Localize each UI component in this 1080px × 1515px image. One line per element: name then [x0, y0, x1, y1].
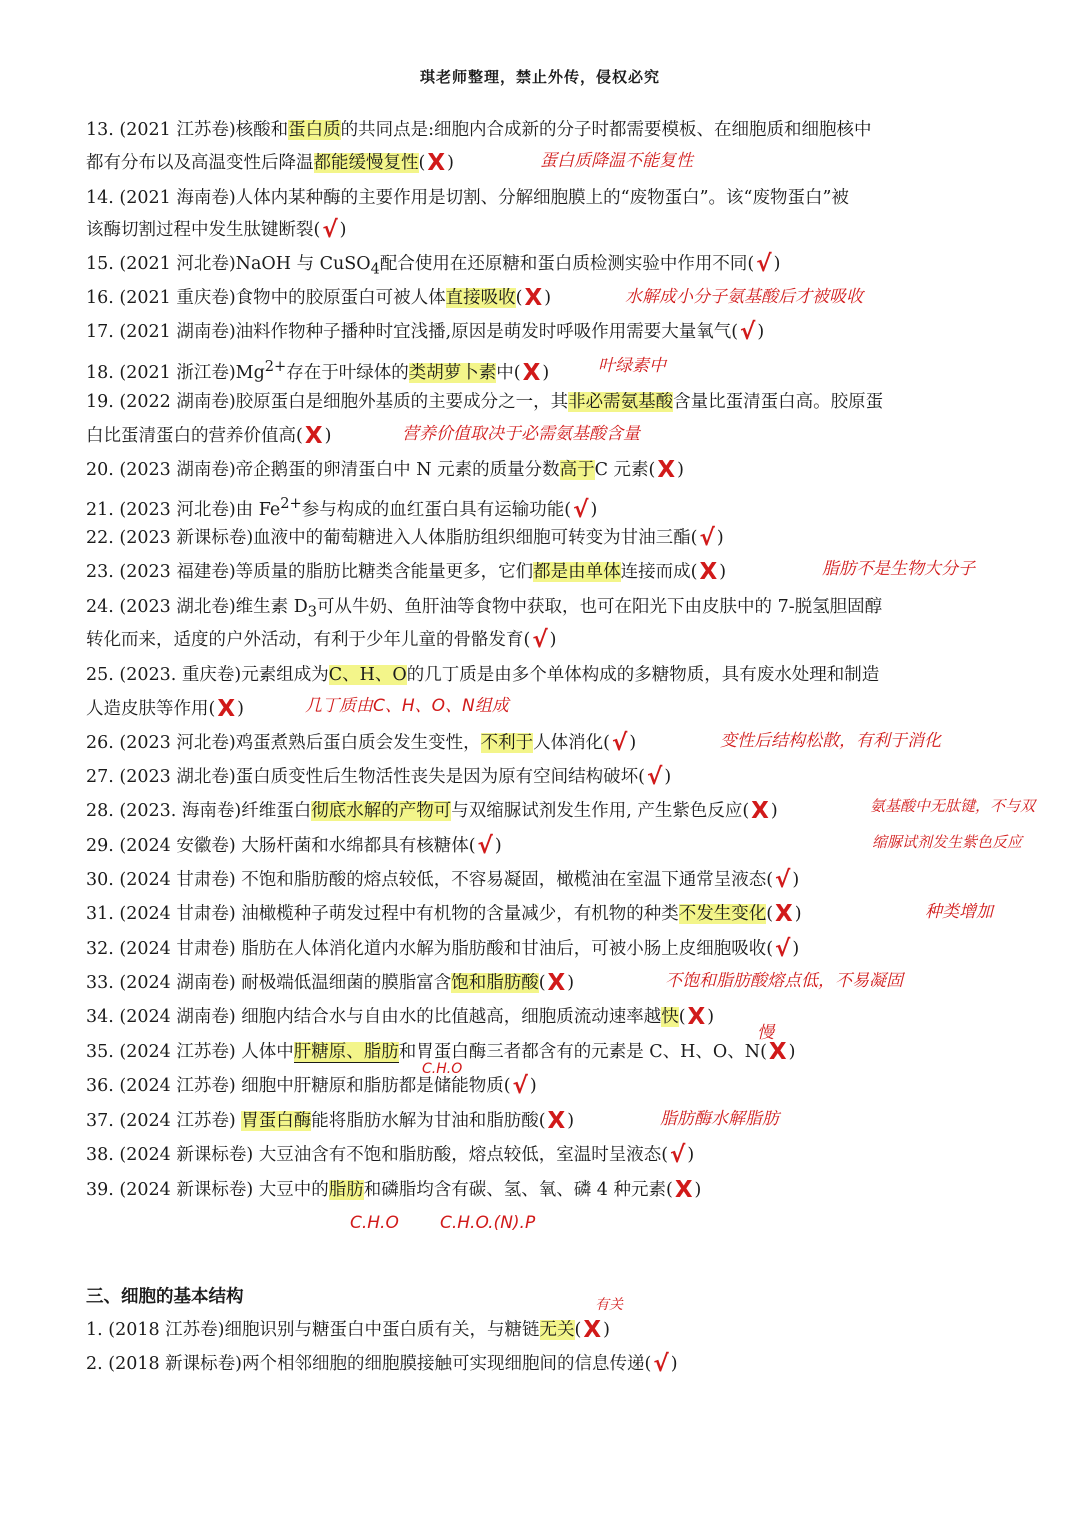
text-line-13a: [86, 118, 872, 142]
text-line-28: [86, 799, 778, 823]
text-segment: 人体消化(: [533, 733, 610, 753]
highlighted-text: 高于: [559, 460, 595, 480]
text-segment: ): [603, 1320, 610, 1340]
text-line-19b: [86, 424, 331, 448]
text-segment: ): [567, 1111, 575, 1131]
text-segment: 该酶切割过程中发生肽键断裂(: [86, 220, 321, 240]
text-line-38: [86, 1143, 694, 1167]
text-segment: ): [707, 1007, 715, 1027]
highlighted-text: 彻底水解的产物可: [311, 801, 452, 821]
text-segment: ): [788, 1042, 796, 1062]
text-segment: ): [716, 528, 724, 548]
text-segment: 16. (2021 重庆卷)食物中的胶原蛋白可被人体: [86, 288, 446, 308]
text-segment: 20. (2023 湖南卷)帝企鹅蛋的卵清蛋白中 N 元素的质量分数: [86, 460, 560, 480]
text-segment: 1. (2018 江苏卷)细胞识别与糖蛋白中蛋白质有关，与糖链: [86, 1320, 540, 1340]
text-line-25b: [86, 697, 244, 721]
wrong-mark: X: [524, 285, 543, 311]
text-line-27: [86, 765, 671, 789]
section-title: 三、细胞的基本结构: [86, 1287, 244, 1307]
text-segment: 18. (2021 浙江卷)Mg: [86, 362, 265, 383]
text-line-36: [86, 1074, 537, 1098]
wrong-mark: X: [657, 457, 676, 483]
text-segment: 38. (2024 新课标卷) 大豆油含有不饱和脂肪酸，熔点较低，室温时呈液态(: [86, 1145, 669, 1165]
text-line-19a: [86, 390, 883, 414]
highlighted-text: 不发生变化: [678, 904, 767, 924]
text-line-26: [86, 731, 636, 755]
wrong-mark: X: [547, 970, 566, 996]
text-line-15: [86, 252, 780, 282]
highlighted-text: C、H、O: [328, 665, 407, 685]
handwritten-note: 有关: [595, 1297, 623, 1313]
text-segment: 存在于叶绿体的: [286, 362, 409, 383]
text-segment: 4: [370, 260, 380, 278]
text-line-39: [86, 1178, 701, 1202]
text-line-20: [86, 458, 684, 482]
handwritten-note: 脂肪不是生物大分子: [822, 559, 975, 579]
text-segment: 可从牛奶、鱼肝油等食物中获取，也可在阳光下由皮肤中的 7-脱氢胆固醇: [317, 597, 883, 617]
text-segment: 中(: [496, 362, 521, 383]
text-segment: 2. (2018 新课标卷)两个相邻细胞的细胞膜接触可实现细胞间的信息传递(: [86, 1354, 652, 1374]
text-segment: 15. (2021 河北卷)NaOH 与 CuSO: [86, 254, 371, 274]
text-segment: 23. (2023 福建卷)等质量的脂肪比糖类含能量更多，它们: [86, 562, 534, 582]
text-segment: ): [794, 904, 802, 924]
text-segment: 和磷脂均含有碳、氢、氧、磷 4 种元素(: [363, 1180, 673, 1200]
text-segment: 都有分布以及高温变性后降温: [86, 153, 314, 173]
text-line-s3-2: [86, 1352, 678, 1376]
text-segment: 含量比蛋清蛋白高。胶原蛋: [673, 392, 884, 412]
text-segment: ): [549, 630, 557, 650]
text-segment: (: [574, 1320, 582, 1340]
text-segment: 的几丁质是由多个单体构成的多糖物质，具有废水处理和制造: [406, 665, 880, 685]
handwritten-note: 几丁质由C、H、O、N组成: [305, 696, 509, 716]
text-segment: 13. (2021 江苏卷)核酸和: [86, 120, 289, 140]
text-segment: ): [792, 939, 800, 959]
handwritten-note: C.H.O: [422, 1061, 463, 1077]
text-segment: 与双缩脲试剂发生作用, 产生紫色反应(: [451, 801, 750, 821]
page-header: 琪老师整理，禁止外传，侵权必究: [419, 68, 660, 86]
text-segment: 33. (2024 湖南卷) 耐极端低温细菌的膜脂富含: [86, 973, 452, 993]
wrong-mark: X: [687, 1004, 706, 1030]
text-segment: ): [237, 699, 244, 719]
text-segment: 31. (2024 甘肃卷) 油橄榄种子萌发过程中有机物的含量减少，有机物的种类: [86, 904, 679, 924]
text-line-14b: [86, 218, 347, 242]
text-segment: 配合使用在还原糖和蛋白质检测实验中作用不同(: [379, 254, 755, 274]
text-line-25a: [86, 663, 879, 687]
wrong-mark: X: [427, 150, 446, 176]
highlighted-text: 都是由单体: [533, 562, 621, 582]
highlighted-text: 不利于: [480, 733, 534, 753]
text-line-24a: [86, 595, 882, 625]
text-line-31: [86, 902, 802, 926]
text-line-21: [86, 492, 597, 522]
wrong-mark: X: [751, 798, 769, 824]
correct-mark: √: [775, 936, 791, 962]
wrong-mark: X: [768, 1039, 787, 1065]
correct-mark: √: [611, 730, 628, 756]
text-segment: (: [515, 288, 523, 308]
correct-mark: √: [477, 833, 493, 859]
highlighted-text: 快: [661, 1007, 679, 1027]
text-segment: 连接而成(: [620, 562, 698, 582]
correct-mark: √: [532, 627, 548, 653]
text-segment: ): [324, 426, 332, 446]
text-segment: ): [757, 322, 765, 342]
highlighted-text: 饱和脂肪酸: [451, 973, 539, 993]
handwritten-note: 缩脲试剂发生紫色反应: [872, 833, 1023, 851]
text-segment: ): [629, 733, 637, 753]
correct-mark: √: [740, 319, 756, 345]
text-line-13b: [86, 151, 454, 175]
handwritten-note: 叶绿素中: [598, 356, 666, 376]
correct-mark: √: [573, 496, 589, 523]
text-segment: C 元素(: [594, 460, 656, 480]
text-segment: 转化而来，适度的户外活动，有利于少年儿童的骨骼发育(: [86, 630, 531, 650]
handwritten-note: C.H.O: [350, 1213, 399, 1233]
correct-mark: √: [775, 867, 791, 893]
text-line-37: [86, 1109, 574, 1133]
handwritten-note: C.H.O.(N).P: [440, 1213, 536, 1233]
text-segment: ): [719, 562, 727, 582]
highlighted-text: 无关: [539, 1320, 575, 1340]
correct-mark: √: [512, 1073, 528, 1099]
text-segment: 17. (2021 湖南卷)油料作物种子播种时宜浅播,原因是萌发时呼吸作用需要大量氧气(: [86, 322, 739, 342]
wrong-mark: X: [522, 359, 541, 386]
handwritten-note: 不饱和脂肪酸熔点低，不易凝固: [665, 971, 903, 991]
text-segment: ): [447, 153, 454, 173]
text-segment: ): [590, 499, 598, 520]
text-line-14a: [86, 186, 849, 210]
wrong-mark: X: [674, 1177, 693, 1203]
handwritten-note: 营养价值取决于必需氨基酸含量: [402, 424, 640, 444]
highlighted-text: 类胡萝卜素: [408, 362, 497, 383]
text-segment: 35. (2024 江苏卷) 人体中: [86, 1042, 294, 1062]
text-line-22: [86, 526, 724, 550]
text-segment: 37. (2024 江苏卷): [86, 1111, 242, 1131]
text-segment: ): [567, 973, 575, 993]
text-segment: 24. (2023 湖北卷)维生素 D: [86, 597, 308, 617]
text-segment: 39. (2024 新课标卷) 大豆中的: [86, 1180, 329, 1200]
handwritten-note: 水解成小分子氨基酸后才被吸收: [625, 287, 863, 307]
text-segment: 34. (2024 湖南卷) 细胞内结合水与自由水的比值越高，细胞质流动速率越: [86, 1007, 662, 1027]
text-segment: (: [678, 1007, 686, 1027]
text-segment: 21. (2023 河北卷)由 Fe: [86, 499, 281, 520]
correct-mark: √: [646, 764, 663, 790]
highlighted-text: 胃蛋白酶: [241, 1111, 312, 1131]
wrong-mark: X: [217, 696, 236, 722]
text-segment: 27. (2023 湖北卷)蛋白质变性后生物活性丧失是因为原有空间结构破坏(: [86, 767, 645, 787]
text-segment: ): [664, 767, 672, 787]
text-segment: ): [494, 836, 502, 856]
text-segment: ): [773, 254, 781, 274]
handwritten-note: 变性后结构松散，有利于消化: [720, 731, 941, 751]
highlighted-text: 肝糖原、脂肪: [293, 1042, 399, 1062]
highlighted-text: 直接吸收: [445, 288, 516, 308]
text-segment: 2+: [280, 495, 302, 512]
text-line-32: [86, 937, 799, 961]
handwritten-note: 慢: [757, 1023, 774, 1043]
text-segment: ): [670, 1354, 678, 1374]
highlighted-text: 非必需氨基酸: [568, 392, 674, 412]
text-line-17: [86, 320, 764, 344]
text-segment: 26. (2023 河北卷)鸡蛋煮熟后蛋白质会发生变性，: [86, 733, 481, 753]
text-segment: ): [677, 460, 684, 480]
handwritten-note: 蛋白质降温不能复性: [540, 151, 693, 171]
text-line-16: [86, 286, 551, 310]
text-line-29: [86, 834, 502, 858]
text-segment: ): [687, 1145, 695, 1165]
highlighted-text: 蛋白质: [288, 120, 341, 140]
text-segment: 参与构成的血红蛋白具有运输功能(: [301, 499, 572, 520]
text-line-24b: [86, 628, 557, 652]
text-line-34: [86, 1005, 714, 1029]
text-line-33: [86, 971, 574, 995]
correct-mark: √: [756, 251, 772, 277]
handwritten-note: 种类增加: [925, 902, 993, 922]
text-segment: 人造皮肤等作用(: [86, 699, 216, 719]
correct-mark: √: [653, 1351, 669, 1377]
text-line-30: [86, 868, 799, 892]
text-segment: ): [542, 362, 550, 383]
text-segment: 30. (2024 甘肃卷) 不饱和脂肪酸的熔点较低，不容易凝固，橄榄油在室温下通常呈液态(: [86, 870, 774, 890]
text-segment: 的共同点是:细胞内合成新的分子时都需要模板、在细胞质和细胞核中: [340, 120, 872, 140]
text-segment: 29. (2024 安徽卷) 大肠杆菌和水绵都具有核糖体(: [86, 836, 476, 856]
text-segment: 25. (2023. 重庆卷)元素组成为: [86, 665, 329, 685]
text-segment: 22. (2023 新课标卷)血液中的葡萄糖进入人体脂肪组织细胞可转变为甘油三酯(: [86, 528, 698, 548]
text-segment: (: [538, 973, 546, 993]
text-segment: ): [544, 288, 552, 308]
handwritten-note: 氨基酸中无肽键，不与双: [870, 797, 1036, 815]
text-segment: (: [766, 904, 774, 924]
wrong-mark: X: [304, 423, 323, 449]
wrong-mark: X: [583, 1317, 602, 1343]
text-segment: 能将脂肪水解为甘油和脂肪酸(: [311, 1111, 546, 1131]
text-line-18: [86, 355, 549, 385]
text-segment: ): [529, 1076, 537, 1096]
text-segment: 14. (2021 海南卷)人体内某种酶的主要作用是切割、分解细胞膜上的“废物蛋白”。该“废物蛋白”被: [86, 188, 849, 208]
text-segment: 32. (2024 甘肃卷) 脂肪在人体消化道内水解为脂肪酸和甘油后，可被小肠上皮细胞吸收(: [86, 939, 774, 959]
text-segment: 和胃蛋白酶三者都含有的元素是 C、H、O、N(: [398, 1042, 767, 1062]
highlighted-text: 都能缓慢复性: [313, 153, 419, 173]
text-segment: 3: [307, 603, 318, 621]
text-segment: ): [770, 801, 778, 821]
correct-mark: √: [322, 217, 338, 243]
handwritten-note: 脂肪酶水解脂肪: [660, 1109, 779, 1129]
text-segment: 19. (2022 湖南卷)胶原蛋白是细胞外基质的主要成分之一，其: [86, 392, 569, 412]
highlighted-text: 脂肪: [328, 1180, 364, 1200]
text-segment: 白比蛋清蛋白的营养价值高(: [86, 426, 303, 446]
text-segment: 36. (2024 江苏卷) 细胞中肝糖原和脂肪都是储能物质(: [86, 1076, 511, 1096]
correct-mark: √: [670, 1142, 686, 1168]
text-line-s3-1: [86, 1318, 610, 1342]
wrong-mark: X: [547, 1108, 566, 1134]
text-line-23: [86, 560, 726, 584]
wrong-mark: X: [699, 559, 718, 585]
wrong-mark: X: [775, 901, 793, 927]
correct-mark: √: [699, 525, 715, 551]
text-segment: (: [418, 153, 426, 173]
text-segment: ): [792, 870, 800, 890]
text-segment: ): [339, 220, 347, 240]
text-segment: 2+: [264, 358, 287, 375]
text-segment: ): [694, 1180, 702, 1200]
text-segment: 28. (2023. 海南卷)纤维蛋白: [86, 801, 312, 821]
